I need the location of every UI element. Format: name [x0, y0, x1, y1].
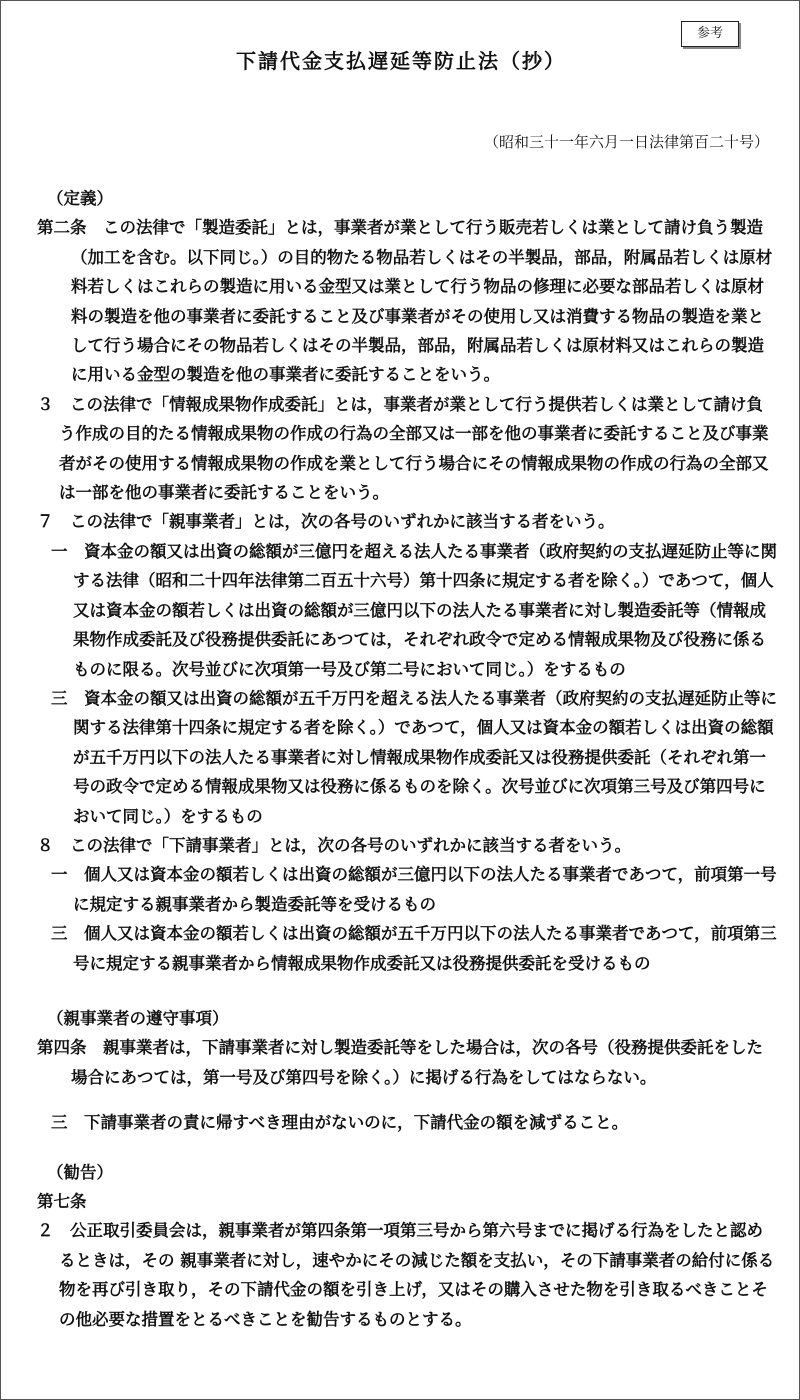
section-heading-obligations: （親事業者の遵守事項） — [47, 1008, 229, 1028]
article-4-item-3: 三 下請事業者の責に帰すべき理由がないのに，下請代金の額を減ずること。 — [51, 1113, 629, 1133]
section-heading-definition: （定義） — [47, 189, 113, 208]
article-2: 第二条 この法律で「製造委託」とは，事業者が業として行う販売若しくは業として請け負う製造（加工を含む。以下同じ。）の目的物たる物品若しくはその半製品，部品，附属品若しくは原材料若しくはこれらの製造に用いる金型又は業として行う物品の修理に必要な部品若しくは原材料の製造を他の事業者に委託すること及び事業者がその使用し又は消費する物品の製造を業として行う場合にその物品若しくはその半製品，部品，附属品若しくは原材料又はこれらの製造に用いる金型の製造を他の事業者に委託することをいう。 — [37, 218, 773, 385]
article-7: 第七条 — [37, 1192, 87, 1211]
paragraph-8-item-3: 三 個人又は資本金の額若しくは出資の総額が五千万円以下の法人たる事業者であつて，前項第三号に規定する親事業者から情報成果物作成委託又は役務提供委託を受けるもの — [51, 924, 777, 973]
article-2-paragraph-3: ３ この法律で「情報成果物作成委託」とは，事業者が業として行う提供若しくは業として請け負う作成の目的たる情報成果物の作成の行為の全部又は一部を他の事業者に委託すること及び事業者がその使用する情報成果物の作成を業として行う場合にその情報成果物の作成の行為の全部又は一部を他の事業者に委託することをいう。 — [37, 394, 769, 503]
law-number: （昭和三十一年六月一日法律第百二十号） — [483, 133, 769, 151]
document-body — [37, 184, 779, 1334]
article-2-paragraph-8: ８ この法律で「下請事業者」とは，次の各号のいずれかに該当する者をいう。 — [37, 835, 631, 855]
document-title: 下請代金支払遅延等防止法（抄） — [236, 49, 566, 73]
paragraph-7-item-3: 三 資本金の額又は出資の総額が五千万円を超える法人たる事業者（政府契約の支払遅延防止等に関する法律第十四条に規定する者を除く。）であつて，個人又は資本金の額若しくは出資の総額が五千万円以下の法人たる事業者に対し情報成果物作成委託又は役務提供委託（それぞれ第一号の政令で定める情報成果物又は役務に係るものを除く。次号並びに次項第三号及び第四号において同じ。）をするもの — [51, 688, 777, 826]
paragraph-8-item-1: 一 個人又は資本金の額若しくは出資の総額が三億円以下の法人たる事業者であつて，前項第一号に規定する親事業者から製造委託等を受けるもの — [51, 865, 777, 914]
section-heading-recommendation: （勧告） — [47, 1162, 113, 1182]
article-7-paragraph-2: ２ 公正取引委員会は，親事業者が第四条第一項第三号から第六号までに掲げる行為をしたと認めるときは，その 親事業者に対し，速やかにその減じた額を支払い，その下請事業者の給付に係る物を再び引き取り，その下請代金の額を引き上げ，又はその購入させた物を引き取るべきことその他必要な措置をとるべきことを勧告するものとする。 — [37, 1221, 775, 1329]
reference-label: 参考 — [681, 21, 739, 47]
article-4: 第四条 親事業者は，下請事業者に対し製造委託等をした場合は，次の各号（役務提供委託をした場合にあつては，第一号及び第四号を除く。）に掲げる行為をしてはならない。 — [37, 1038, 763, 1087]
paragraph-7-item-1: 一 資本金の額又は出資の総額が三億円を超える法人たる事業者（政府契約の支払遅延防止等に関する法律（昭和二十四年法律第二百五十六号）第十四条に規定する者を除く。）であつて，個人又は資本金の額若しくは出資の総額が三億円以下の法人たる事業者に対し製造委託等（情報成果物作成委託及び役務提供委託にあつては，それぞれ政令で定める情報成果物及び役務に係るものに限る。次号並びに次項第一号及び第二号において同じ。）をするもの — [51, 541, 777, 679]
article-2-paragraph-7: ７ この法律で「親事業者」とは，次の各号のいずれかに該当する者をいう。 — [37, 512, 615, 532]
